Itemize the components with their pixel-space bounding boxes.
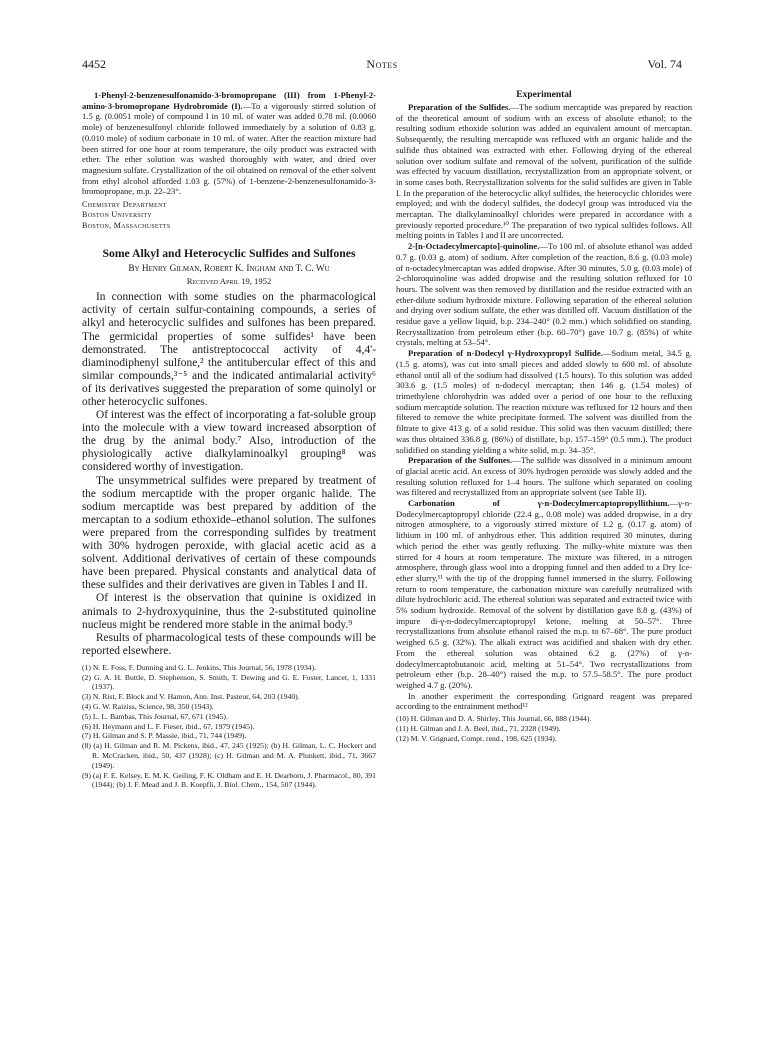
body-paragraph: In connection with some studies on the pharmacological activity of certain sulfur-containing compounds, a series of alkyl and heterocyclic sulfides and sulfones has been prepared. The germicidal properties of some sulfides¹ have been demonstrated. The antistreptococcal activity of 4,4'-diaminodiphenyl sulfone,² the antitubercular effect of this and similar compounds,³⁻⁵ and the indicated antimalarial activity⁶ of its derivatives suggested the preparation of some quinolyl or other heterocyclic sulfones.: [82, 291, 376, 408]
paragraph-body: —Sodium metal, 34.5 g. (1.5 g. atoms), was cut into small pieces and added slowly to 600 ml. of absolute ethanol until all of the sodium had dissolved (1.5 hours). To this solution was added 303.6 g. (1.5 moles) of n-dodecyl mercaptan; then 146 g. (1.54 moles) of trimethylene chlorohydrin was added over a period of one hour to the refluxing sodium mercaptide solution. The reaction mixture was refluxed for 12 hours and then filtered to remove the white precipitate formed. The solvent was distilled from the filtrate to give 413 g. of a solid residue. This solid was then vacuum distilled; there was thus obtained 336.8 g. (86%) of distillate, b.p. 157–159° (0.5 mm.). The product solidified on standing yielding a white solid, m.p. 34–35°.: [396, 348, 692, 455]
paragraph-lead: Preparation of the Sulfones.: [408, 455, 513, 466]
page-number: 4452: [82, 57, 106, 71]
page-header: [82, 57, 682, 73]
experimental-paragraph: [396, 348, 692, 455]
left-column: [82, 90, 376, 790]
address-line: Boston, Massachusetts: [82, 220, 171, 230]
paragraph-lead: Preparation of n-Dodecyl γ-Hydroxypropyl Sulfide.: [408, 348, 603, 359]
running-title: Notes: [366, 57, 398, 71]
volume-label: Vol. 74: [647, 57, 682, 71]
experimental-heading: Experimental: [516, 90, 572, 100]
previous-note-paragraph: [82, 90, 376, 197]
footnote: (12) M. V. Grignard, Compt. rend., 198, 625 (1934).: [396, 733, 557, 743]
body-paragraph: Of interest is the observation that quinine is oxidized in animals to 2-hydroxyquinine, thus the 2-substituted quinoline nucleus might be rendered more stable in the animal body.⁹: [82, 592, 376, 631]
footnote: (2) G. A. H. Buttle, D. Stephenson, S. Smith, T. Dewing and G. E. Foster, Lancet, 1, 1331 (1937).: [82, 672, 376, 692]
body-paragraph: Results of pharmacological tests of these compounds will be reported elsewhere.: [82, 631, 376, 657]
body-paragraph: Of interest was the effect of incorporating a fat-soluble group into the molecule with a view toward increased absorption of the drug by the animal body.⁷ Also, introduction of the physiologically active dialkylaminoalkyl grouping⁸ was considered worthy of investigation.: [82, 409, 376, 474]
experimental-paragraph: [396, 455, 692, 498]
received-date: Received April 19, 1952: [186, 276, 272, 287]
footnote: (11) H. Gilman and J. A. Beel, ibid., 71, 2328 (1949).: [396, 723, 561, 733]
experimental-paragraph: In another experiment the corresponding Grignard reagent was prepared according to the entrainment method¹²: [396, 690, 692, 712]
address-line: Boston University: [82, 210, 152, 220]
author-address: [82, 200, 376, 231]
footnotes: [82, 663, 376, 790]
experimental-paragraph: [396, 102, 692, 241]
footnotes: [396, 714, 692, 743]
footnote: (5) L. L. Bambas, This Journal, 67, 671 (1945).: [82, 711, 228, 721]
experimental-paragraph: [396, 241, 692, 348]
footnote: (8) (a) H. Gilman and R. M. Pickens, ibid., 47, 245 (1925); (b) H. Gilman, L. C. Heckert and R. McCracken, ibid., 50, 437 (1928); (c) H. Gilman and M. A. Plunkett, ibid., 71, 3667 (1949).: [82, 741, 376, 770]
paragraph-body: —γ-n-Dodecylmercaptopropyl chloride (22.4 g., 0.08 mole) was added dropwise, in a dry nitrogen atmosphere, to a vigorously stirred mixture of 1.2 g. (0.17 g. atom) of lithium in 100 ml. of anhydrous ether. This addition required 30 minutes, during which period the ether was gently refluxing. The milky-white mixture was then stirred for 4 hours at room temperature. The mixture was filtered, in a nitrogen atmosphere, through glass wool into a dropping funnel and then added to a Dry Ice-ether slurry,¹¹ with the tip of the dropping funnel immersed in the slurry. Following return to room temperature, the carbonation mixture was carefully neutralized with dilute hydrochloric acid. The ethereal solution was separated and extracted twice with 5% sodium hydroxide. Removal of the solvent by distillation gave 8.8 g. (43%) of impure di-γ-n-dodecylmercaptopropyl ketone, melting at 50–57°. Three recrystallizations from absolute ethanol raised the m.p. to 67–68°. The pure product weighed 6.5 g. (32%). The alkali extract was acidified and shaken with dry ether. From the ethereal solution was obtained 6.2 g. (27%) of γ-n-dodecylmercaptobutanoic acid, melting at 51–54°. Two recrystallizations from petroleum ether (b.p. 28–40°) raised the m.p. to 57.5–58.5°. The pure product weighed 4.7 g. (20%).: [396, 498, 692, 690]
paragraph-lead: Carbonation of γ-n-Dodecylmercaptopropyllithium.: [408, 498, 670, 509]
paragraph-body: —To 100 ml. of absolute ethanol was added 0.7 g. (0.03 g. atom) of sodium. After completion of the reaction, 8.6 g. (0.03 mole) of n-octadecylmercaptan was added dropwise. After 30 minutes, 5.0 g. (0.03 mole) of 2-chloroquinoline was added dropwise and the resulting solution refluxed for 10 hours. The solvent was then removed by distillation and the residue extracted with an ether-dilute sodium hydroxide mixture. Following separation of the ethereal solution and drying over sodium sulfate, the ether was distilled off. Vacuum distillation of the residue gave a yellow liquid, b.p. 234–240° (0.2 mm.) which solidified on standing. Recrystallization from petroleum ether (b.p. 60–70°) gave 10.7 g. (85%) of white crystals, melting at 53–54°.: [396, 241, 692, 348]
right-column: [396, 90, 692, 743]
paragraph-body: —The sodium mercaptide was prepared by reaction of the theoretical amount of sodium with an excess of absolute ethanol; to the resulting sodium ethoxide solution was added an equivalent amount of mercaptan. Subsequently, the resulting mercaptide was refluxed with an organic halide and the sulfide thus obtained was extracted with ether. Following drying of the ethereal solution over sodium sulfate and removal of the solvent, purification of the sulfide was effected by vacuum distillation, recrystallization from an appropriate solvent, or in some cases both. Recrystallization solvents for the solid sulfides are given in Table I. In the preparation of the heterocyclic alkyl sulfides, the heterocyclic chlorides were employed; and with the dodecyl sulfides, the dodecyl group was introduced via the mercaptan. The dialkylaminoalkyl chlorides were prepared in accordance with a previously reported procedure.¹⁰ The preparation of two typical sulfides follows. All melting points in Tables I and II are uncorrected.: [396, 102, 693, 241]
paragraph-body: —The sulfide was dissolved in a minimum amount of glacial acetic acid. An excess of 30% hydrogen peroxide was slowly added and the resulting solution refluxed for 1–4 hours. The sulfone which separated on cooling was filtered and recrystallized from an appropriate solvent (see Table II).: [396, 455, 692, 498]
paragraph-lead: 2-[n-Octadecylmercapto]-quinoline.: [408, 241, 540, 252]
article-authors: By Henry Gilman, Robert K. Ingham and T. C. Wu: [128, 264, 330, 275]
previous-note-body: —To a vigorously stirred solution of 1.5 g. (0.0051 mole) of compound I in 10 ml. of water was added 0.78 ml. (0.0060 mole) of benzenesulfonyl chloride followed immediately by a solution of 0.83 g. (0.010 mole) of sodium carbonate in 10 ml. of water. After the reaction mixture had been stirred for one hour at room temperature, the oily product was extracted with ether. The ether solution was washed thoroughly with water, and dried over magnesium sulfate. Crystallization of the oil obtained on removal of the ether solvent from ethyl alcohol afforded 1.03 g. (57%) of 1-benzene-2-benzenesulfonamido-3-bromopropane, m.p. 22–23°.: [82, 100, 376, 197]
footnote: (4) G. W. Raiziss, Science, 98, 350 (1943).: [82, 702, 214, 712]
footnote: (7) H. Gilman and S. P. Massie, ibid., 71, 744 (1949).: [82, 731, 247, 741]
footnote: (1) N. E. Foss, F. Dunning and G. L. Jenkins, This Journal, 56, 1978 (1934).: [82, 662, 317, 672]
previous-note-title: 1-Phenyl-2-benzenesulfonamido-3-bromopropane (III) from 1-Phenyl-2-amino-3-bromopropane Hydrobromide (I).: [82, 90, 376, 111]
footnote: (3) N. Rist, F. Block and V. Hamon, Ann. Inst. Pasteur, 64, 203 (1940).: [82, 692, 300, 702]
experimental-paragraph: [396, 498, 692, 691]
footnote: (9) (a) F. E. Kelsey, E. M. K. Geiling, F. K. Oldham and E. H. Dearborn, J. Pharmacol., 80, 391 (1944); (b) J. F. Mead and J. B. Koepfli, J. Biol. Chem., 154, 507 (1944).: [82, 770, 376, 790]
footnote: (10) H. Gilman and D. A. Shirley, This Journal, 66, 888 (1944).: [396, 714, 592, 724]
body-paragraph: The unsymmetrical sulfides were prepared by treatment of the sodium mercaptide with the proper organic halide. The sodium mercaptide was best prepared by addition of the mercaptan to a sodium ethoxide–ethanol solution. The sulfones were prepared from the corresponding sulfides by treatment with 30% hydrogen peroxide, with glacial acetic acid as a solvent. Additional derivatives of certain of these compounds have been prepared. Physical constants and analytical data of these sulfides and their derivatives are given in Tables I and II.: [82, 474, 376, 592]
article-title: Some Alkyl and Heterocyclic Sulfides and Sulfones: [102, 247, 356, 261]
address-line: Chemistry Department: [82, 200, 167, 210]
footnote: (6) H. Heymann and L. F. Fieser, ibid., 67, 1979 (1945).: [82, 721, 255, 731]
paragraph-lead: Preparation of the Sulfides.: [408, 102, 511, 112]
